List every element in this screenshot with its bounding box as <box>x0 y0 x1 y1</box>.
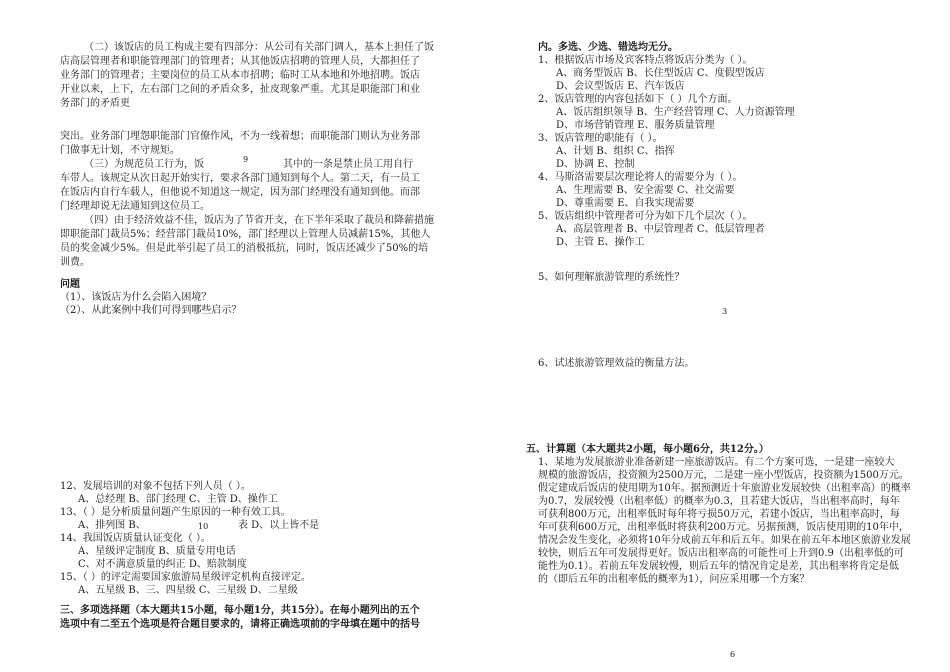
option-line: D、会议型饭店 E、汽车饭店 <box>556 81 685 92</box>
problem-line: 为0.7，发展较慢（出租率低）的概率为0.3，且若建大饭店，当出租率高时，每年 <box>538 496 900 507</box>
option-line: A、计划 B、组织 C、指挥 <box>556 146 675 157</box>
question-line: 5、饭店组织中管理者可分为如下几个层次（ ）。 <box>538 211 753 222</box>
question-line: 12、发展培训的对象不包括下列人员（ ）。 <box>60 481 251 492</box>
question-line: 1、根据饭店市场及宾客特点将饭店分类为（ ）。 <box>538 55 753 66</box>
option-line: 表 D、以上皆不是 <box>238 520 320 531</box>
question-line: 2、饭店管理的内容包括如下（ ）几个方面。 <box>538 94 738 105</box>
text-line: 在饭店内自行车载人，但他说不知道这一规定，因为部门经理没有通知到他。而部 <box>60 187 420 198</box>
page-number: 9 <box>243 155 249 164</box>
page-number: 3 <box>722 307 728 316</box>
section-heading: 选项中有二至五个选项是符合题目要求的，请将正确选项前的字母填在题中的括号 <box>60 619 420 630</box>
problem-line: 规模的旅游饭店，投资额为2500万元，二是建一座小型饭店，投资额为1500万元。 <box>538 470 909 481</box>
text-line: 务部门的矛盾更 <box>60 98 130 109</box>
option-line: A、总经理 B、部门经理 C、主管 D、操作工 <box>78 494 278 505</box>
question-line: 15、（ ）的评定需要国家旅游局星级评定机构直接评定。 <box>60 572 311 583</box>
text-line: （四）由于经济效益不佳，饭店为了节省开支，在下半年采取了裁员和降薪措施 <box>84 215 434 226</box>
option-line: D、尊重需要 E、自我实现需要 <box>556 198 695 209</box>
text-line: 门经理却说无法通知到这位员工。 <box>60 201 210 212</box>
section-heading: 五、计算题（本大题共2小题，每小题6分，共12分。） <box>526 444 769 455</box>
option-line: A、高层管理者 B、中层管理者 C、低层管理者 <box>556 224 765 235</box>
text-line: 开业以来，上下，左右部门之间的矛盾众多，扯皮现象严重。尤其是职能部门和业 <box>60 84 420 95</box>
text-line: 员的奖金减少5%。但是此举引起了员工的消极抵抗，同时，饭店还减少了50%的培 <box>60 243 429 254</box>
problem-line: 假定建成后饭店的使用期为10年。据预测近十年旅游业发展较快（出租率高）的概率 <box>538 483 911 494</box>
option-line: A、星级评定制度 B、质量专用电话 <box>78 546 236 557</box>
text-line: 其中的一条是禁止员工用自行 <box>283 159 413 170</box>
question-line: 3、饭店管理的职能有（ ）。 <box>538 133 663 144</box>
question-line: 5、如何理解旅游管理的系统性？ <box>538 272 685 283</box>
section-instruction: 内。多选、少选、错选均无分。 <box>538 42 678 53</box>
problem-line: 1、某地为发展旅游业准备新建一座旅游饭店。有二个方案可选，一是建一座较大 <box>538 457 895 468</box>
problem-line: 的（即后五年的出租率低的概率为1），问应采用哪一个方案？ <box>538 574 810 585</box>
option-line: A、饭店组织领导 B、生产经营管理 C、人力资源管理 <box>556 107 795 118</box>
question-item: （1）、该饭店为什么会陷入困境？ <box>60 292 212 303</box>
section-heading: 三、多项选择题（本大题共15小题，每小题1分，共15分）。在每小题列出的五个 <box>60 605 420 616</box>
text-line: 训费。 <box>60 257 90 268</box>
problem-line: 可获利800万元，出租率低时每年将亏损50万元，若建小饭店，当出租率高时，每 <box>538 509 900 520</box>
text-line: （二）该饭店的员工构成主要有四部分：从公司有关部门调人，基本上担任了饭 <box>84 42 434 53</box>
problem-line: 情况会发生变化，必须将10年分成前五年和后五年。如果在前五年本地区旅游业发展 <box>538 535 911 546</box>
option-line: C、对不满意质量的纠正 D、赔款制度 <box>78 559 247 570</box>
question-line: 14、我国饭店质量认证变化（ ）。 <box>60 533 211 544</box>
option-line: D、主管 E、操作工 <box>556 237 645 248</box>
option-line: D、市场营销管理 E、服务质量管理 <box>556 120 715 131</box>
questions-title: 问题 <box>60 279 80 290</box>
question-item: （2）、从此案例中我们可得到哪些启示？ <box>60 305 242 316</box>
question-line: 6、试述旅游管理效益的衡量方法。 <box>538 358 695 369</box>
text-line: 店高层管理者和职能管理部门的管理者；从其他饭店招聘的管理人员，大都担任了 <box>60 56 420 67</box>
text-line: 突出。业务部门埋怨职能部门官僚作风，不为一线着想；而职能部门则认为业务部 <box>60 131 420 142</box>
text-line: （三）为规范员工行为，饭 <box>84 159 204 170</box>
page-number: 10 <box>198 522 209 531</box>
text-line: 业务部门的管理者；主要岗位的员工从本市招聘；临时工从本地和外地招聘。饭店 <box>60 70 420 81</box>
option-line: D、协调 E、控制 <box>556 159 635 170</box>
option-line: A、五星级 B、三、四星级 C、三星级 D、二星级 <box>78 585 298 596</box>
problem-line: 年可获利600万元，出租率低时将获利200万元。另据预测，饭店使用期的10年中， <box>538 522 909 533</box>
text-line: 门做事无计划，不守规矩。 <box>60 145 180 156</box>
option-line: A、商务型饭店 B、长住型饭店 C、度假型饭店 <box>556 68 765 79</box>
problem-line: 能性为0.1）。若前五年发展较慢，则后五年的情况肯定是差，其出租率将肯定是低 <box>538 561 899 572</box>
page-number: 6 <box>730 650 736 659</box>
option-line: A、生理需要 B、安全需要 C、社交需要 <box>556 185 735 196</box>
text-line: 即职能部门裁员5%；经营部门裁员10%，部门经理以上管理人员减薪15%，其他人 <box>60 229 431 240</box>
option-line: A、排列图 B、 <box>78 520 146 531</box>
question-line: 13、（ ）是分析质量问题产生原因的一种有效工具。 <box>60 507 291 518</box>
text-line: 车带人。该规定从次日起开始实行，要求各部门通知到每个人。第二天，有一员工 <box>60 173 420 184</box>
problem-line: 较快，则后五年可发展得更好。饭店出租率高的可能性可上升到0.9（出租率低的可 <box>538 548 904 559</box>
question-line: 4、马斯洛需要层次理论将人的需要分为（ ）。 <box>538 172 743 183</box>
